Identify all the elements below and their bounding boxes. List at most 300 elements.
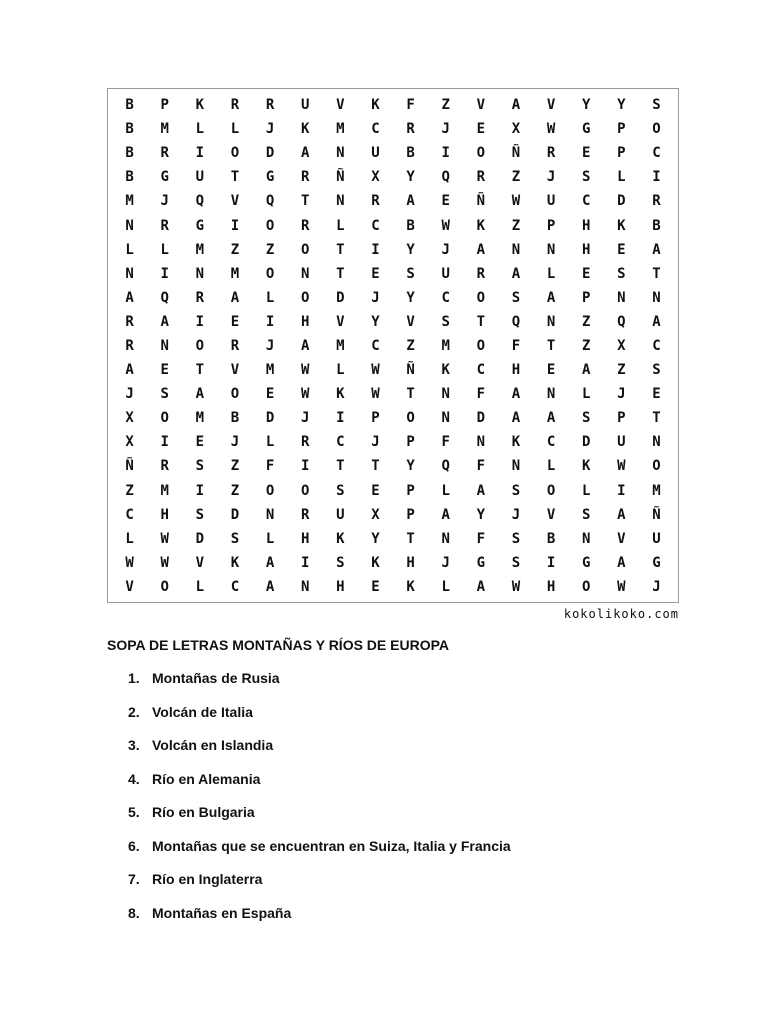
grid-letter: E <box>371 265 380 282</box>
grid-letter: J <box>546 169 556 186</box>
grid-letter: Z <box>230 458 240 475</box>
grid-letter: Z <box>581 337 591 354</box>
grid-letter: A <box>476 578 486 595</box>
grid-letter: J <box>230 434 240 451</box>
grid-letter: M <box>195 410 205 427</box>
grid-letter: A <box>617 554 626 571</box>
grid-letter: R <box>476 169 486 186</box>
grid-letter: B <box>125 121 134 138</box>
grid-letter: S <box>617 265 626 282</box>
grid-letter: C <box>441 289 450 306</box>
grid-letter: M <box>265 362 275 379</box>
grid-letter: W <box>511 578 521 595</box>
grid-letter: D <box>476 410 486 427</box>
grid-letter: S <box>230 530 240 547</box>
grid-letter: L <box>195 121 205 138</box>
grid-letter: O <box>265 265 275 282</box>
grid-letter: Z <box>230 482 240 499</box>
grid-letter: X <box>371 169 380 186</box>
grid-letter: L <box>125 530 134 547</box>
grid-letter: T <box>230 169 240 186</box>
grid-letter: J <box>371 289 380 306</box>
grid-letter: G <box>581 121 591 138</box>
grid-letter: N <box>300 578 310 595</box>
clue-number: 8. <box>128 904 140 921</box>
clue-text: Río en Bulgaria <box>152 804 255 820</box>
grid-letter: A <box>511 97 521 114</box>
grid-letter: H <box>300 313 310 330</box>
grid-letter: P <box>406 506 415 523</box>
grid-letter: W <box>160 554 169 571</box>
grid-letter: P <box>546 217 556 234</box>
grid-letter: U <box>371 145 380 162</box>
clue-item <box>128 838 511 872</box>
grid-letter: A <box>300 145 310 162</box>
grid-letter: T <box>336 458 345 475</box>
grid-letter: N <box>265 506 275 523</box>
grid-letter: L <box>581 482 591 499</box>
clue-item <box>128 670 511 704</box>
grid-letter: C <box>230 578 240 595</box>
grid-letter: M <box>230 265 240 282</box>
clue-list <box>128 670 511 938</box>
grid-letter: T <box>476 313 486 330</box>
grid-letter: Ñ <box>476 193 486 210</box>
grid-letter: S <box>581 506 591 523</box>
credit-text: kokolikoko.com <box>563 607 679 621</box>
grid-letter: O <box>160 410 169 427</box>
grid-letter: B <box>406 217 415 234</box>
grid-letter: D <box>195 530 205 547</box>
grid-letter: Y <box>581 97 591 114</box>
grid-letter: O <box>265 482 275 499</box>
grid-letter: H <box>300 530 310 547</box>
grid-letter: E <box>617 241 626 258</box>
grid-letter: V <box>406 313 415 330</box>
grid-letter: A <box>265 578 275 595</box>
grid-letter: A <box>511 410 521 427</box>
grid-letter: Q <box>265 193 275 210</box>
grid-letter: A <box>265 554 275 571</box>
grid-letter: R <box>300 434 310 451</box>
grid-letter: P <box>617 121 626 138</box>
grid-letter: Z <box>230 241 240 258</box>
grid-letter: L <box>230 121 240 138</box>
grid-letter: L <box>617 169 626 186</box>
grid-letter: E <box>265 386 275 403</box>
clue-item <box>128 771 511 805</box>
grid-letter: A <box>581 362 591 379</box>
grid-letter: O <box>300 289 310 306</box>
grid-letter: K <box>441 362 450 379</box>
clue-number: 2. <box>128 703 140 720</box>
grid-letter: X <box>371 506 380 523</box>
grid-letter: N <box>441 530 450 547</box>
grid-letter: X <box>511 121 521 138</box>
grid-letter: O <box>476 289 486 306</box>
grid-letter: F <box>476 530 486 547</box>
grid-letter: L <box>125 241 134 258</box>
grid-letter: H <box>546 578 556 595</box>
grid-letter: P <box>406 434 415 451</box>
grid-letter: N <box>441 410 450 427</box>
grid-letter: G <box>265 169 275 186</box>
grid-letter: L <box>195 578 205 595</box>
grid-letter: I <box>652 169 661 186</box>
grid-letter: Q <box>617 313 626 330</box>
grid-letter: M <box>336 337 345 354</box>
grid-letter: I <box>230 217 240 234</box>
grid-letter: R <box>230 97 240 114</box>
grid-letter: C <box>336 434 345 451</box>
grid-letter: V <box>476 97 486 114</box>
grid-letter: S <box>336 554 345 571</box>
clue-text: Volcán en Islandia <box>152 737 274 753</box>
grid-letter: Z <box>581 313 591 330</box>
grid-letter: J <box>617 386 626 403</box>
grid-letter: R <box>476 265 486 282</box>
grid-letter: L <box>265 289 275 306</box>
grid-letter: Y <box>476 506 486 523</box>
grid-letter: R <box>125 337 134 354</box>
grid-letter: V <box>336 97 345 114</box>
grid-letter: I <box>371 241 380 258</box>
grid-letter: A <box>511 265 521 282</box>
grid-letter: M <box>336 121 345 138</box>
grid-letter: K <box>230 554 240 571</box>
grid-letter: N <box>160 337 169 354</box>
grid-letter: K <box>406 578 415 595</box>
grid-letter: O <box>581 578 591 595</box>
clue-text: Montañas en España <box>152 904 292 921</box>
grid-letter: I <box>300 554 310 571</box>
clue-text: Río en Alemania <box>152 770 261 787</box>
grid-letter: D <box>336 289 345 306</box>
grid-letter: A <box>125 362 134 379</box>
grid-letter: A <box>406 193 415 210</box>
grid-letter: R <box>300 169 310 186</box>
grid-letter: J <box>441 121 450 138</box>
grid-letter: A <box>652 313 661 330</box>
grid-letter: N <box>511 458 521 475</box>
grid-letter: S <box>581 410 591 427</box>
grid-letter: T <box>336 241 345 258</box>
grid-letter: L <box>581 386 591 403</box>
grid-letter: Y <box>406 241 415 258</box>
grid-letter: O <box>546 482 556 499</box>
grid-letter: E <box>371 578 380 595</box>
grid-letter: N <box>511 241 521 258</box>
grid-letter: J <box>441 554 450 571</box>
grid-letter: E <box>160 362 169 379</box>
grid-letter: C <box>546 434 556 451</box>
grid-letter: N <box>476 434 486 451</box>
grid-letter: O <box>476 145 486 162</box>
grid-letter: A <box>230 289 240 306</box>
grid-letter: K <box>371 97 380 114</box>
grid-letter: R <box>406 121 415 138</box>
grid-letter: N <box>441 386 450 403</box>
grid-letter: K <box>336 386 345 403</box>
grid-letter: K <box>195 97 205 114</box>
grid-letter: B <box>125 145 134 162</box>
clue-item <box>128 704 511 738</box>
grid-letter: Z <box>406 337 415 354</box>
grid-letter: H <box>160 506 169 523</box>
grid-letter: X <box>617 337 626 354</box>
grid-letter: K <box>300 121 310 138</box>
grid-letter: W <box>441 217 450 234</box>
grid-letter: B <box>125 97 134 114</box>
grid-letter: U <box>546 193 556 210</box>
clue-text: Volcán de Italia <box>152 703 253 720</box>
clue-text: Río en Inglaterra <box>152 871 263 887</box>
grid-letter: G <box>160 169 169 186</box>
grid-letter: O <box>300 482 310 499</box>
grid-letter: P <box>617 410 626 427</box>
grid-letter: I <box>160 434 169 451</box>
grid-letter: I <box>300 458 310 475</box>
grid-letter: R <box>300 506 310 523</box>
grid-letter: M <box>195 241 205 258</box>
grid-letter: W <box>160 530 169 547</box>
grid-letter: K <box>476 217 486 234</box>
grid-letter: Y <box>406 458 415 475</box>
grid-letter: J <box>265 121 275 138</box>
grid-letter: M <box>160 121 169 138</box>
grid-letter: S <box>511 482 521 499</box>
grid-letter: K <box>581 458 591 475</box>
grid-letter: Z <box>441 97 450 114</box>
grid-letter: C <box>371 217 380 234</box>
grid-letter: Q <box>195 193 205 210</box>
grid-letter: Y <box>406 289 415 306</box>
grid-letter: M <box>160 482 169 499</box>
grid-letter: N <box>546 386 556 403</box>
grid-letter: T <box>371 458 380 475</box>
grid-letter: A <box>476 241 486 258</box>
grid-letter: X <box>125 410 134 427</box>
grid-letter: C <box>371 121 380 138</box>
grid-letter: Ñ <box>406 362 415 379</box>
grid-letter: N <box>195 265 205 282</box>
grid-letter: F <box>441 434 450 451</box>
grid-letter: L <box>265 434 275 451</box>
grid-letter: A <box>300 337 310 354</box>
grid-letter: Z <box>125 482 134 499</box>
grid-letter: F <box>476 386 486 403</box>
grid-letter: B <box>406 145 415 162</box>
grid-letter: Z <box>617 362 626 379</box>
grid-letter: O <box>476 337 486 354</box>
grid-letter: Ñ <box>652 506 661 523</box>
grid-letter: C <box>125 506 134 523</box>
grid-letter: Ñ <box>336 169 345 186</box>
grid-letter: E <box>546 362 556 379</box>
grid-letter: E <box>581 145 591 162</box>
grid-letter: R <box>125 313 134 330</box>
clue-item <box>128 804 511 838</box>
clue-text: Montañas que se encuentran en Suiza, Italia y Francia <box>152 837 511 854</box>
page-title: SOPA DE LETRAS MONTAÑAS Y RÍOS DE EUROPA <box>107 637 450 653</box>
grid-letter: B <box>230 410 240 427</box>
grid-letter: E <box>581 265 591 282</box>
grid-letter: J <box>160 193 169 210</box>
grid-letter: Q <box>511 313 521 330</box>
grid-letter: I <box>195 482 205 499</box>
grid-letter: S <box>652 362 661 379</box>
grid-letter: A <box>195 386 205 403</box>
grid-letter: K <box>336 530 345 547</box>
grid-letter: F <box>265 458 275 475</box>
grid-letter: W <box>300 386 310 403</box>
grid-letter: B <box>125 169 134 186</box>
grid-letter: G <box>476 554 486 571</box>
grid-letter: D <box>617 193 626 210</box>
grid-letter: Y <box>617 97 626 114</box>
grid-letter: H <box>511 362 521 379</box>
grid-letter: L <box>546 458 556 475</box>
grid-letter: P <box>617 145 626 162</box>
grid-letter: S <box>652 97 661 114</box>
grid-letter: D <box>581 434 591 451</box>
grid-letter: O <box>265 217 275 234</box>
grid-letter: L <box>265 530 275 547</box>
grid-letter: J <box>511 506 521 523</box>
grid-letter: T <box>652 410 661 427</box>
grid-letter: V <box>230 362 240 379</box>
grid-letter: I <box>336 410 345 427</box>
grid-letter: T <box>336 265 345 282</box>
grid-letter: A <box>652 241 661 258</box>
grid-letter: A <box>160 313 169 330</box>
grid-letter: S <box>336 482 345 499</box>
grid-letter: W <box>617 458 626 475</box>
grid-letter: I <box>265 313 275 330</box>
grid-letter: Q <box>441 458 450 475</box>
grid-letter: O <box>160 578 169 595</box>
grid-letter: X <box>125 434 134 451</box>
grid-letter: W <box>125 554 134 571</box>
grid-letter: R <box>652 193 661 210</box>
grid-letter: A <box>441 506 450 523</box>
grid-letter: E <box>371 482 380 499</box>
grid-letter: U <box>336 506 345 523</box>
grid-letter: H <box>581 217 591 234</box>
grid-letter: J <box>300 410 310 427</box>
grid-letter: T <box>195 362 205 379</box>
grid-letter: K <box>617 217 626 234</box>
grid-letter: P <box>160 97 169 114</box>
grid-letter: W <box>511 193 521 210</box>
grid-letter: I <box>195 145 205 162</box>
grid-letter: T <box>546 337 556 354</box>
grid-letter: J <box>441 241 450 258</box>
grid-letter: J <box>652 578 661 595</box>
grid-letter: S <box>195 506 205 523</box>
grid-letter: D <box>265 410 275 427</box>
grid-letter: S <box>511 289 521 306</box>
grid-letter: V <box>546 506 556 523</box>
grid-letter: M <box>652 482 661 499</box>
grid-letter: E <box>195 434 205 451</box>
clue-item <box>128 905 511 939</box>
grid-letter: K <box>511 434 521 451</box>
clue-text: Montañas de Rusia <box>152 670 280 686</box>
grid-letter: A <box>125 289 134 306</box>
grid-letter: S <box>441 313 450 330</box>
clue-number: 6. <box>128 837 140 854</box>
grid-letter: U <box>300 97 310 114</box>
grid-letter: N <box>300 265 310 282</box>
grid-letter: A <box>476 482 486 499</box>
grid-letter: M <box>441 337 450 354</box>
grid-letter: R <box>546 145 556 162</box>
grid-letter: W <box>371 362 380 379</box>
grid-letter: R <box>160 458 169 475</box>
grid-letter: F <box>511 337 521 354</box>
grid-letter: T <box>652 265 661 282</box>
grid-letter: R <box>195 289 205 306</box>
grid-letter: Y <box>371 313 380 330</box>
grid-letter: S <box>581 169 591 186</box>
grid-letter: T <box>406 386 415 403</box>
grid-letter: R <box>230 337 240 354</box>
grid-letter: N <box>652 289 661 306</box>
grid-letter: Y <box>371 530 380 547</box>
grid-letter: W <box>546 121 556 138</box>
grid-letter: L <box>160 241 169 258</box>
grid-letter: V <box>617 530 626 547</box>
grid-letter: U <box>652 530 661 547</box>
grid-letter: W <box>300 362 310 379</box>
grid-letter: R <box>160 145 169 162</box>
grid-letter: D <box>230 506 240 523</box>
grid-letter: W <box>617 578 626 595</box>
clue-number: 5. <box>128 804 140 820</box>
grid-letter: N <box>125 265 134 282</box>
grid-letter: Q <box>160 289 169 306</box>
grid-letter: O <box>300 241 310 258</box>
grid-letter: G <box>195 217 205 234</box>
grid-letter: M <box>125 193 134 210</box>
grid-letter: V <box>125 578 134 595</box>
grid-letter: I <box>546 554 556 571</box>
grid-letter: E <box>476 121 486 138</box>
grid-letter: N <box>336 145 345 162</box>
grid-letter: N <box>336 193 345 210</box>
grid-letter: R <box>160 217 169 234</box>
grid-letter: J <box>125 386 134 403</box>
grid-letter: V <box>230 193 240 210</box>
grid-letter: R <box>265 97 275 114</box>
grid-letter: G <box>652 554 661 571</box>
grid-letter: Z <box>511 169 521 186</box>
grid-letter: H <box>336 578 345 595</box>
grid-letter: S <box>195 458 205 475</box>
grid-letter: E <box>230 313 240 330</box>
grid-letter: A <box>546 289 556 306</box>
grid-letter: P <box>581 289 591 306</box>
grid-letter: T <box>406 530 415 547</box>
grid-letter: H <box>406 554 415 571</box>
grid-letter: G <box>581 554 591 571</box>
grid-letter: L <box>441 578 450 595</box>
grid-letter: P <box>371 410 380 427</box>
grid-letter: T <box>300 193 310 210</box>
grid-letter: E <box>441 193 450 210</box>
clue-item <box>128 737 511 771</box>
